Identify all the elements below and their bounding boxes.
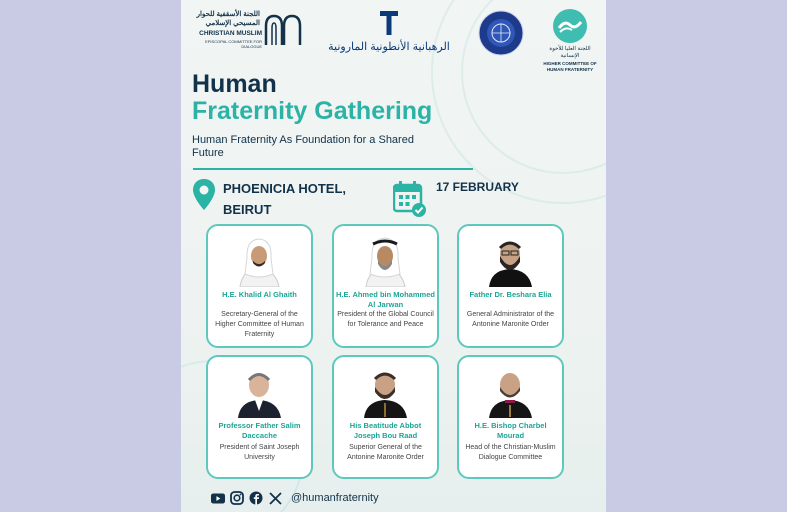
higher-committee-logo: [538, 8, 602, 78]
speaker-card: [457, 355, 564, 479]
speaker-name: His Beatitude Abbot Joseph Bou Raad: [349, 421, 422, 440]
social-links: [211, 489, 379, 507]
social-handle[interactable]: @humanfraternity: [291, 492, 379, 504]
instagram-icon[interactable]: [230, 491, 244, 505]
antonine-tau-icon: [379, 10, 399, 36]
speaker-name: H.E. Khalid Al Ghaith: [222, 290, 297, 299]
speaker-role: Secretary-General of the Higher Committee of Human Fraternity: [215, 311, 304, 338]
fraternity-hands-icon: [552, 8, 588, 44]
speaker-role: Head of the Christian-Muslim Dialogue Committee: [465, 444, 556, 461]
speaker-name: H.E. Bishop Charbel Mourad: [474, 421, 547, 440]
speaker-role: General Administrator of the Antonine Maronite Order: [466, 311, 555, 328]
arches-icon: [264, 12, 302, 46]
title-line-1: Human: [192, 70, 277, 98]
antonine-order-logo: [324, 10, 454, 54]
speaker-card: [206, 355, 313, 479]
speaker-role: President of the Global Council for Tolerance and Peace: [337, 311, 434, 328]
logo-sub-text: EPISCOPAL COMMITTEE FOR DIALOGUE: [205, 39, 262, 49]
speaker-photo: [232, 363, 287, 418]
global-council-logo: [478, 10, 524, 56]
speaker-photo: [483, 232, 538, 287]
speaker-name: Father Dr. Beshara Elia: [469, 290, 552, 299]
location-line-1: PHOENICIA HOTEL,: [223, 181, 347, 196]
x-icon[interactable]: [268, 491, 282, 505]
event-date: 17 FEBRUARY: [436, 180, 519, 194]
speaker-role: President of Saint Joseph University: [219, 444, 300, 461]
speaker-card: [332, 355, 439, 479]
global-council-seal-icon: [478, 10, 524, 56]
calendar-check-icon: [393, 180, 427, 218]
speaker-name: Professor Father Salim Daccache: [218, 421, 301, 440]
speaker-card: [457, 224, 564, 348]
title-line-2: Fraternity Gathering: [192, 97, 433, 125]
speaker-name: H.E. Ahmed bin Mohammed Al Jarwan: [336, 290, 435, 309]
speaker-role: Superior General of the Antonine Maronite Order: [347, 444, 424, 461]
speaker-photo: [358, 232, 413, 287]
higher-committee-arabic-text: اللجنة العليا للأخوة الإنسانية: [549, 46, 591, 59]
event-location: [223, 178, 346, 220]
facebook-icon[interactable]: [249, 491, 263, 505]
logo-english-text: CHRISTIAN MUSLIM: [199, 30, 262, 37]
youtube-icon[interactable]: [211, 491, 225, 505]
event-poster: [181, 0, 606, 512]
christian-muslim-committee-logo: [184, 10, 302, 54]
speaker-photo: [483, 363, 538, 418]
speaker-card: [332, 224, 439, 348]
speaker-photo: [232, 232, 287, 287]
divider: [193, 168, 473, 170]
speaker-photo: [358, 363, 413, 418]
location-line-2: BEIRUT: [223, 202, 272, 217]
partner-logos: [181, 8, 606, 72]
location-pin-icon: [192, 178, 216, 212]
antonine-arabic-text: الرهبانية الأنطونية المارونية: [328, 41, 450, 53]
speaker-card: [206, 224, 313, 348]
logo-arabic-text: اللجنة الأسقفية للحوار المسيحي الإسلامي: [196, 11, 260, 27]
higher-committee-english-text: HIGHER COMMITTEE OF HUMAN FRATERNITY: [543, 61, 597, 72]
subtitle: Human Fraternity As Foundation for a Shared Future: [192, 134, 414, 159]
